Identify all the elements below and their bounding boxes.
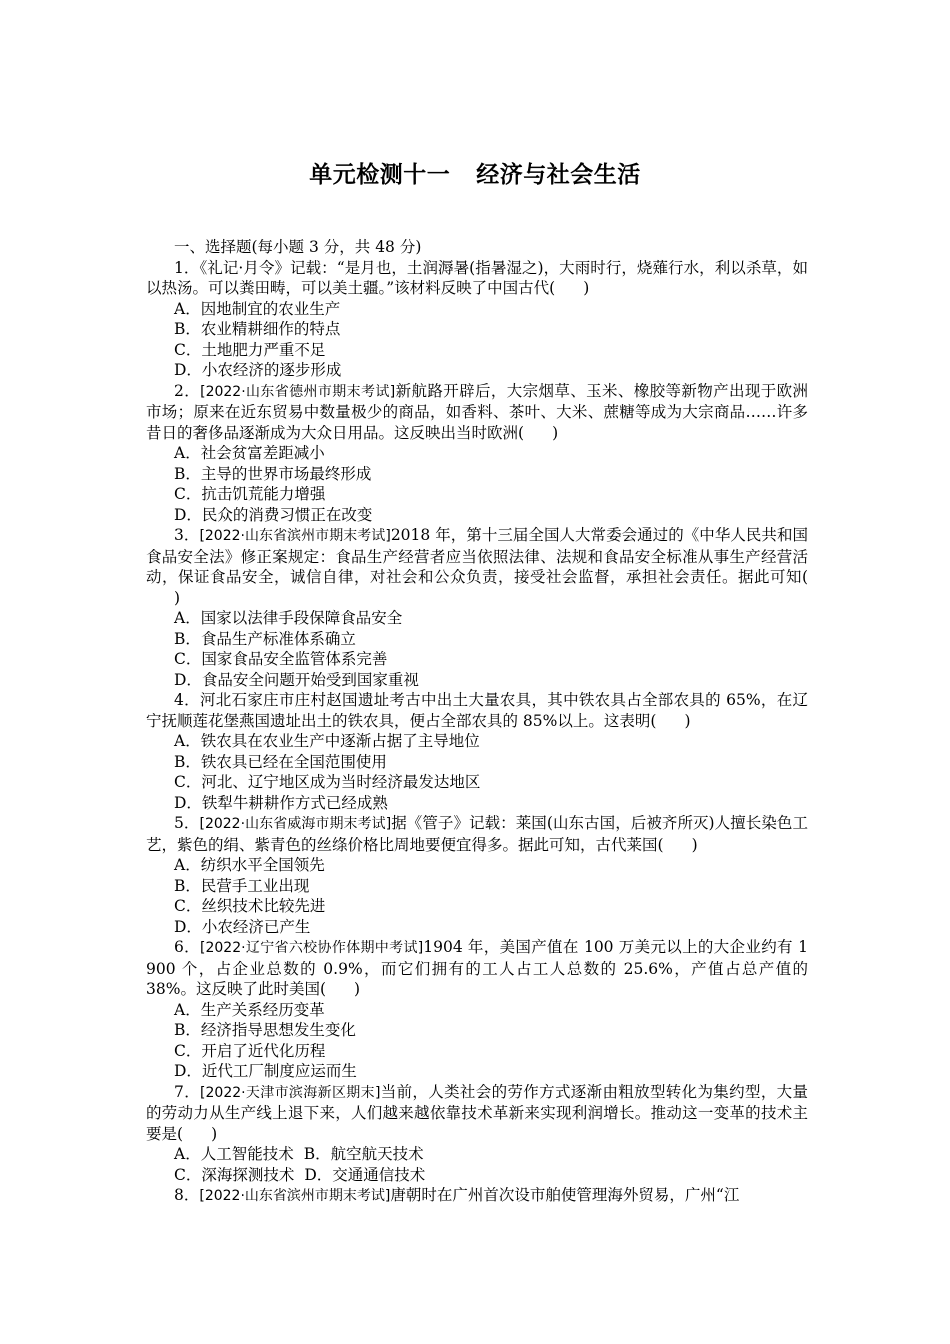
option: C．国家食品安全监管体系完善 bbox=[174, 650, 388, 668]
question-source: [2022·山东省威海市期末考试] bbox=[199, 816, 392, 832]
option: D．铁犁牛耕耕作方式已经成熟 bbox=[174, 793, 388, 812]
option: D．交通通信技术 bbox=[304, 1165, 426, 1184]
option: C．土地肥力严重不足 bbox=[174, 340, 326, 359]
option: B．民营手工业出现 bbox=[174, 876, 310, 895]
question-7: 7．[2022·天津市滨海新区期末]当前，人类社会的劳作方式逐渐由粗放型转化为集约型，大量的劳动力从生产线上退下来，人们越来越依靠技术革新来实现利润增长。推动这一变革的技术主要是( ) bbox=[146, 1082, 808, 1143]
option-row bbox=[174, 1165, 808, 1186]
option: A．人工智能技术 bbox=[174, 1145, 294, 1163]
option: D．小农经济的逐步形成 bbox=[174, 361, 342, 379]
question-source: [2022·天津市滨海新区期末] bbox=[200, 1084, 381, 1101]
question-4: 4．河北石家庄市庄村赵国遗址考古中出土大量农具，其中铁农具占全部农具的 65%，在辽宁抚顺莲花堡燕国遗址出土的铁农具，便占全部农具的 85%以上。这表明( ) bbox=[146, 691, 808, 730]
option: B．食品生产标准体系确立 bbox=[174, 629, 356, 648]
option: C．开启了近代化历程 bbox=[174, 1041, 326, 1060]
title-right: 经济与社会生活 bbox=[476, 162, 641, 188]
option: A．社会贫富差距减小 bbox=[174, 444, 325, 462]
question-1: 1．《礼记·月令》记载：“是月也，土润溽暑(指暑湿之)，大雨时行，烧薙行水，利以杀草，如以热汤。可以粪田畴，可以美土疆。”该材料反映了中国古代( ) bbox=[146, 258, 808, 297]
question-source: [2022·山东省滨州市期末考试] bbox=[199, 1188, 391, 1204]
option: C．河北、辽宁地区成为当时经济最发达地区 bbox=[174, 773, 481, 791]
option: B．主导的世界市场最终形成 bbox=[174, 464, 372, 483]
option: B．农业精耕细作的特点 bbox=[174, 320, 341, 338]
section-heading: 一、选择题(每小题 3 分，共 48 分) bbox=[174, 238, 422, 256]
question-source: [2022·山东省德州市期末考试] bbox=[200, 383, 396, 400]
question-source: [2022·山东省滨州市期末考试] bbox=[199, 528, 391, 544]
title-left: 单元检测十一 bbox=[309, 162, 451, 188]
option-row bbox=[174, 1144, 808, 1165]
page-title bbox=[0, 156, 950, 189]
option: C．深海探测技术 bbox=[174, 1165, 295, 1184]
question-5: 5．[2022·山东省威海市期末考试]据《管子》记载：莱国(山东古国，后被齐所灭)人擅长染色工艺，紫色的绢、紫青色的丝绦价格比周地要便宜得多。据此可知，古代莱国( ) bbox=[146, 814, 808, 854]
option: D．食品安全问题开始受到国家重视 bbox=[174, 670, 419, 689]
option: D．小农经济已产生 bbox=[174, 917, 311, 936]
question-source: [2022·辽宁省六校协作体期中考试] bbox=[200, 940, 424, 956]
option: C．丝织技术比较先进 bbox=[174, 897, 326, 915]
option: B．经济指导思想发生变化 bbox=[174, 1021, 356, 1039]
option: A．铁农具在农业生产中逐渐占据了主导地位 bbox=[174, 732, 480, 750]
option: D．近代工厂制度应运而生 bbox=[174, 1062, 357, 1080]
option: B．航空航天技术 bbox=[303, 1145, 424, 1163]
option: C．抗击饥荒能力增强 bbox=[174, 485, 326, 503]
option: B．铁农具已经在全国范围使用 bbox=[174, 752, 387, 771]
question-3: 3．[2022·山东省滨州市期末考试]2018 年，第十三届全国人大常委会通过的《中华人民共和国食品安全法》修正案规定：食品生产经营者应当依照法律、法规和食品安全标准从事生产经营活动，保证食品安全，诚信自律，对社会和公众负责，接受社会监督，承担社会责任。据此可知() bbox=[146, 526, 808, 607]
option: A．生产关系经历变革 bbox=[174, 1000, 325, 1019]
question-6: 6．[2022·辽宁省六校协作体期中考试]1904 年，美国产值在 100 万美元以上的大企业约有 1 900 个，占企业总数的 0.9%，而它们拥有的工人占工人总数的 25.6%，产值占总产值的 38%。这反映了此时美国( ) bbox=[146, 938, 808, 998]
question-8: 8．[2022·山东省滨州市期末考试]唐朝时在广州首次设市舶使管理海外贸易，广州“江 bbox=[174, 1186, 740, 1204]
option: A．国家以法律手段保障食品安全 bbox=[174, 609, 403, 627]
option: D．民众的消费习惯正在改变 bbox=[174, 505, 373, 524]
option: A．纺织水平全国领先 bbox=[174, 856, 325, 874]
question-content bbox=[146, 237, 808, 1207]
option: A．因地制宜的农业生产 bbox=[174, 299, 341, 318]
question-2: 2．[2022·山东省德州市期末考试]新航路开辟后，大宗烟草、玉米、橡胶等新物产出现于欧洲市场；原来在近东贸易中数量极少的商品，如香料、茶叶、大米、蔗糖等成为大宗商品……许多昔日的奢侈品逐渐成为大众日用品。这反映出当时欧洲( ) bbox=[146, 381, 808, 442]
